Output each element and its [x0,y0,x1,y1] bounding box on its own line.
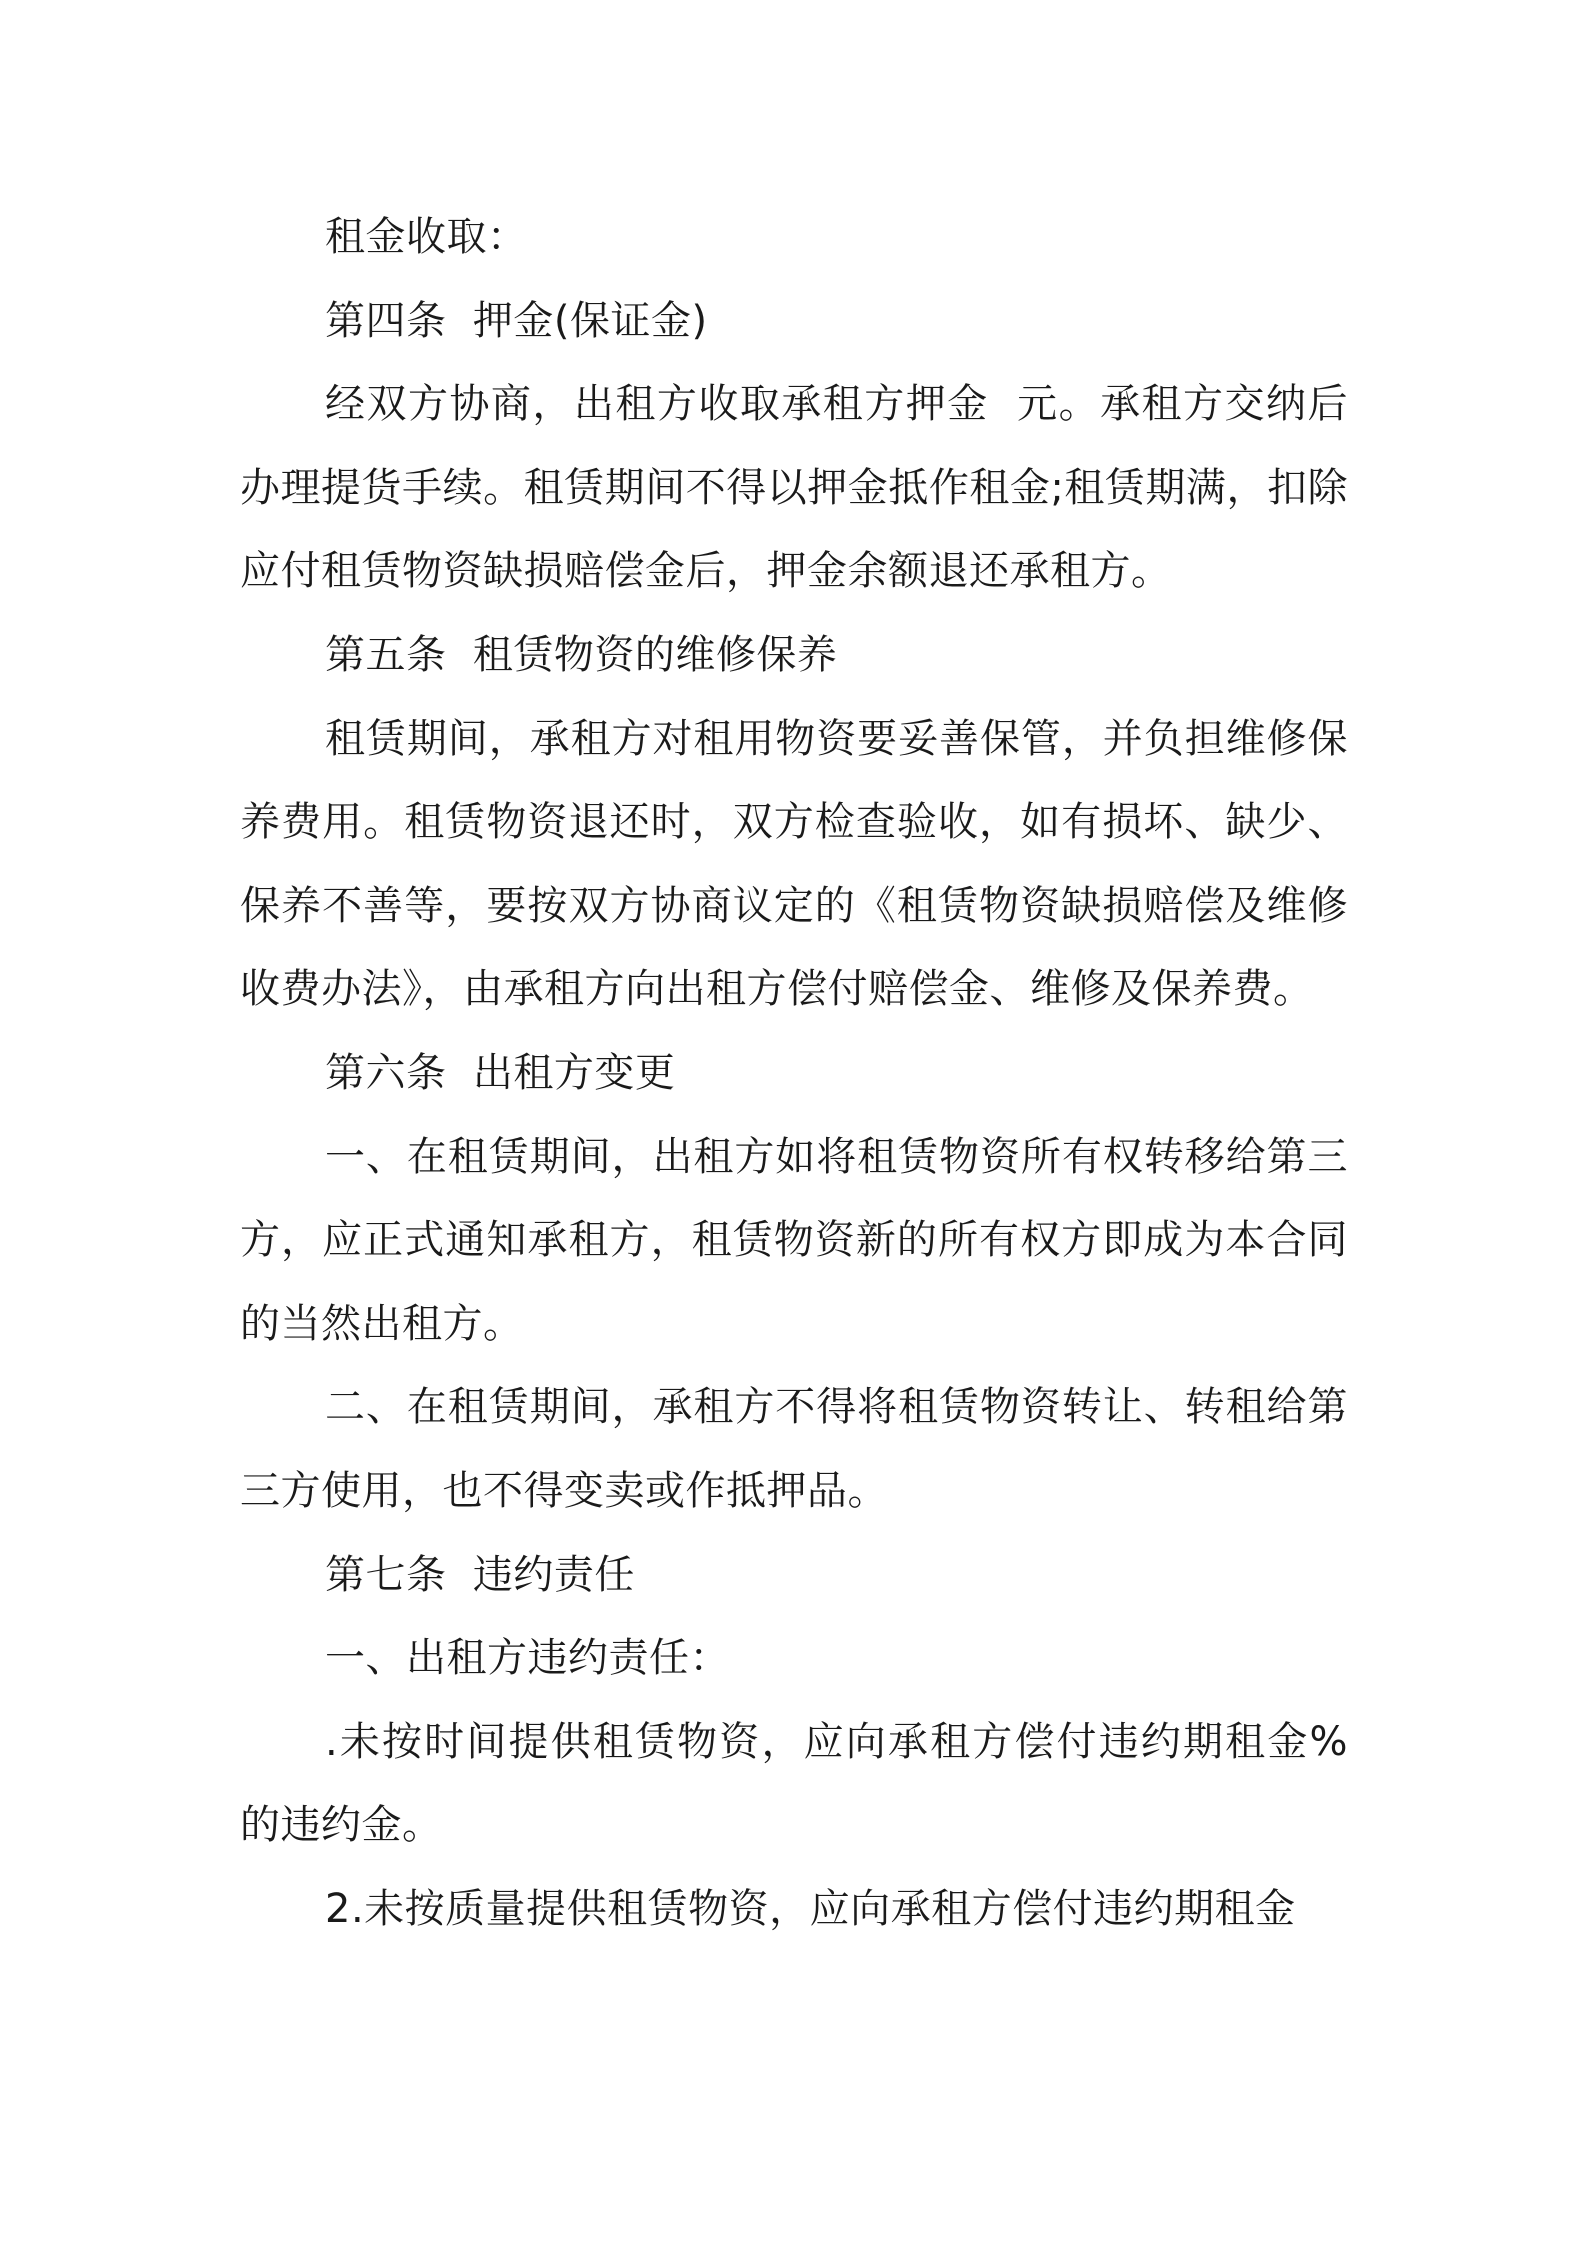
article-6-heading: 第六条 出租方变更 [325,1049,676,1096]
article-5-heading: 第五条 租赁物资的维修保养 [325,631,838,678]
article-7-heading: 第七条 违约责任 [325,1551,635,1598]
article-4-heading: 第四条 押金(保证金) [325,297,708,344]
article-4-paragraph: 经双方协商，出租方收取承租方押金 元。承租方交纳后办理提货手续。租赁期间不得以押金抵作租金;租赁期满，扣除应付租赁物资缺损赔偿金后，押金余额退还承租方。 [240,381,1348,595]
article-7-item-1: .未按时间提供租赁物资，应向承租方偿付违约期租金%的违约金。 [240,1718,1348,1849]
article-6-clause-1: 一、在租赁期间，出租方如将租赁物资所有权转移给第三方，应正式通知承租方，租赁物资新的所有权方即成为本合同的当然出租方。 [240,1133,1348,1347]
article-7-item-2: 2.未按质量提供租赁物资，应向承租方偿付违约期租金 [325,1885,1296,1932]
article-6-clause-2: 二、在租赁期间，承租方不得将租赁物资转让、转租给第三方使用，也不得变卖或作抵押品。 [240,1384,1348,1514]
article-5-paragraph: 租赁期间，承租方对租用物资要妥善保管，并负担维修保养费用。租赁物资退还时，双方检查验收，如有损坏、缺少、保养不善等，要按双方协商议定的《租赁物资缺损赔偿及维修收费办法》，由承租方向出租方偿付赔偿金、维修及保养费。 [240,715,1348,1013]
article-7-lessor-liability-heading: 一、出租方违约责任： [325,1635,730,1682]
section-label-rent-collection: 租金收取： [325,214,528,260]
document-body [240,196,1348,1951]
